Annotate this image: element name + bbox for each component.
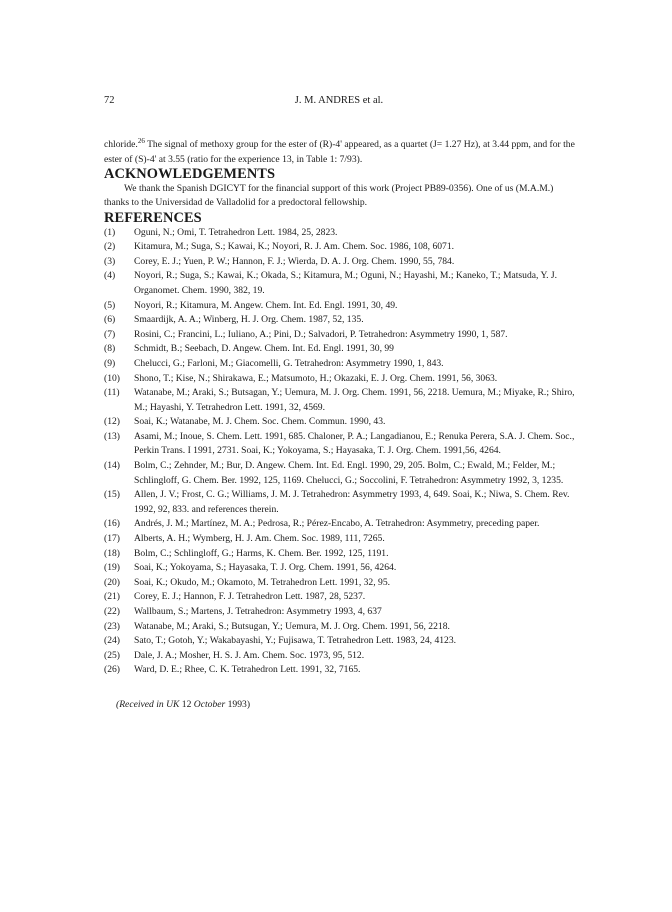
reference-item [104,255,576,270]
intro-start: chloride. [104,139,138,150]
reference-number: (16) [104,518,120,530]
reference-item [104,357,576,372]
reference-number: (6) [104,314,116,326]
reference-number: (5) [104,299,116,311]
reference-item [104,240,576,255]
reference-number: (1) [104,226,116,238]
reference-text: Noyori, R.; Suga, S.; Kawai, K.; Okada, S.; Kitamura, M.; Oguni, N.; Hayashi, M.; Kaneko, T.; Matsuda, Y. J. Organomet. Chem. 1990, 382, 19. [134,270,558,296]
reference-number: (18) [104,547,120,559]
reference-number: (4) [104,270,116,282]
references-heading: REFERENCES [104,209,202,226]
reference-text: Soai, K.; Yokoyama, S.; Hayasaka, T. J. Org. Chem. 1991, 56, 4264. [134,562,397,574]
reference-text: Allen, J. V.; Frost, C. G.; Williams, J. M. J. Tetrahedron: Asymmetry 1993, 4, 649. Soai, K.; Niwa, S. Chem. Rev. 1992, 92, 833. and references therein. [134,489,570,515]
reference-text: Schmidt, B.; Seebach, D. Angew. Chem. Int. Ed. Engl. 1991, 30, 99 [134,343,394,355]
reference-item [104,372,576,387]
reference-text: Wallbaum, S.; Martens, J. Tetrahedron: Asymmetry 1993, 4, 637 [134,606,382,617]
reference-item [104,430,576,459]
reference-item [104,299,576,314]
reference-item [104,605,576,620]
reference-item [104,634,576,649]
reference-item [104,459,576,488]
reference-item [104,590,576,605]
reference-text: Corey, E. J.; Hannon, F. J. Tetrahedron Lett. 1987, 28, 5237. [134,591,366,603]
reference-text: Dale, J. A.; Mosher, H. S. J. Am. Chem. Soc. 1973, 95, 512. [134,649,365,661]
reference-text: Shono, T.; Kise, N.; Shirakawa, E.; Matsumoto, H.; Okazaki, E. J. Org. Chem. 1991, 56, 3063. [134,372,498,384]
page-body [104,138,576,713]
received-prefix: (Received in UK [116,698,180,710]
reference-text: Smaardijk, A. A.; Winberg, H. J. Org. Chem. 1987, 52, 135. [134,314,364,326]
reference-item [104,269,576,298]
reference-number: (8) [104,343,116,355]
reference-number: (13) [104,430,120,442]
intro-rest: The signal of methoxy group for the ester of (R)-4' appeared, as a quartet (J= 1.27 Hz), at 3.44 ppm, and for the ester of (S)-4' at 3.55 (ratio for the experience 13, in Table 1: 7/93). [104,139,575,165]
reference-number: (20) [104,576,120,588]
reference-text: Alberts, A. H.; Wymberg, H. J. Am. Chem. Soc. 1989, 111, 7265. [134,533,385,545]
reference-number: (9) [104,357,116,369]
reference-text: Sato, T.; Gotoh, Y.; Wakabayashi, Y.; Fujisawa, T. Tetrahedron Lett. 1983, 24, 4123. [134,635,457,647]
reference-number: (19) [104,562,120,574]
reference-text: Watanabe, M.; Araki, S.; Butsugan, Y.; Uemura, M. J. Org. Chem. 1991, 56, 2218. [134,620,450,632]
reference-number: (21) [104,591,120,603]
running-head: J. M. ANDRES et al. [294,95,384,106]
reference-number: (3) [104,255,116,267]
footnote-marker: 26 [137,136,145,145]
received-day: 12 [179,698,194,710]
received-note [104,698,576,713]
reference-number: (17) [104,533,120,545]
reference-item [104,561,576,576]
reference-item [104,620,576,635]
reference-number: (11) [104,387,120,399]
reference-text: Andrés, J. M.; Martínez, M. A.; Pedrosa, R.; Pérez-Encabo, A. Tetrahedron: Asymmetry, preceding paper. [134,518,540,530]
reference-item [104,386,576,415]
reference-text: Bolm, C.; Zehnder, M.; Bur, D. Angew. Chem. Int. Ed. Engl. 1990, 29, 205. Bolm, C.; Ewald, M.; Felder, M.; Schlingloff, G. Chem. Ber. 1992, 125, 1169. Chelucci, G.; Soccolini, F. Tetrahedron: Asymmetry 1992, 3, 1235. [134,460,564,486]
reference-text: Corey, E. J.; Yuen, P. W.; Hannon, F. J.; Wierda, D. A. J. Org. Chem. 1990, 55, 784. [134,255,455,267]
page-number: 72 [104,95,115,106]
reference-item [104,532,576,547]
reference-item [104,663,576,678]
received-month: October [193,698,226,710]
reference-text: Soai, K.; Okudo, M.; Okamoto, M. Tetrahedron Lett. 1991, 32, 95. [134,576,391,588]
reference-number: (10) [104,372,120,384]
reference-text: Kitamura, M.; Suga, S.; Kawai, K.; Noyori, R. J. Am. Chem. Soc. 1986, 108, 6071. [134,241,455,253]
page-header [104,95,574,109]
reference-number: (24) [104,635,120,647]
reference-number: (25) [104,649,120,661]
reference-text: Asami, M.; Inoue, S. Chem. Lett. 1991, 685. Chaloner, P. A.; Langadianou, E.; Renuka Perera, S.A. J. Chem. Soc., Perkin Trans. I 1991, 2731. Soai, K.; Yokoyama, S.; Hayasaka, T. J. Org. Chem. 1991,56, 4264. [134,430,575,457]
reference-number: (2) [104,241,116,253]
references-list [104,226,576,678]
reference-text: Rosini, C.; Francini, L.; Iuliano, A.; Pini, D.; Salvadori, P. Tetrahedron: Asymmetry 1990, 1, 587. [134,328,508,340]
reference-number: (23) [104,620,120,632]
reference-item [104,547,576,562]
reference-text: Bolm, C.; Schlingloff, G.; Harms, K. Chem. Ber. 1992, 125, 1191. [134,547,389,559]
reference-item [104,517,576,532]
acknowledgements-text: We thank the Spanish DGICYT for the financial support of this work (Project PB89-0356). One of us (M.A.M.) thanks to the Universidad de Valladolid for a predoctoral fellowship. [104,182,554,209]
reference-text: Watanabe, M.; Araki, S.; Butsagan, Y.; Uemura, M. J. Org. Chem. 1991, 56, 2218. Uemura, M.; Miyake, R.; Shiro, M.; Hayashi, Y. Tetrahedron Lett. 1991, 32, 4569. [134,387,575,413]
reference-text: Ward, D. E.; Rhee, C. K. Tetrahedron Lett. 1991, 32, 7165. [134,664,361,676]
reference-number: (26) [104,664,120,676]
reference-text: Chelucci, G.; Farloni, M.; Giacomelli, G. Tetrahedron: Asymmetry 1990, 1, 843. [134,357,444,369]
reference-text: Oguni, N.; Omi, T. Tetrahedron Lett. 1984, 25, 2823. [134,226,338,238]
reference-number: (22) [104,606,120,617]
reference-text: Soai, K.; Watanabe, M. J. Chem. Soc. Chem. Commun. 1990, 43. [134,416,386,428]
acknowledgements-heading: ACKNOWLEDGEMENTS [104,166,276,183]
reference-number: (15) [104,489,120,501]
received-year: 1993) [225,698,251,710]
reference-item [104,226,576,241]
reference-item [104,313,576,328]
reference-number: (12) [104,416,120,428]
intro-paragraph [104,138,576,167]
reference-number: (14) [104,460,120,472]
reference-item [104,649,576,664]
reference-item [104,328,576,343]
reference-item [104,488,576,517]
reference-text: Noyori, R.; Kitamura, M. Angew. Chem. Int. Ed. Engl. 1991, 30, 49. [134,299,398,311]
reference-item [104,342,576,357]
reference-number: (7) [104,328,116,340]
reference-item [104,415,576,430]
reference-item [104,576,576,591]
